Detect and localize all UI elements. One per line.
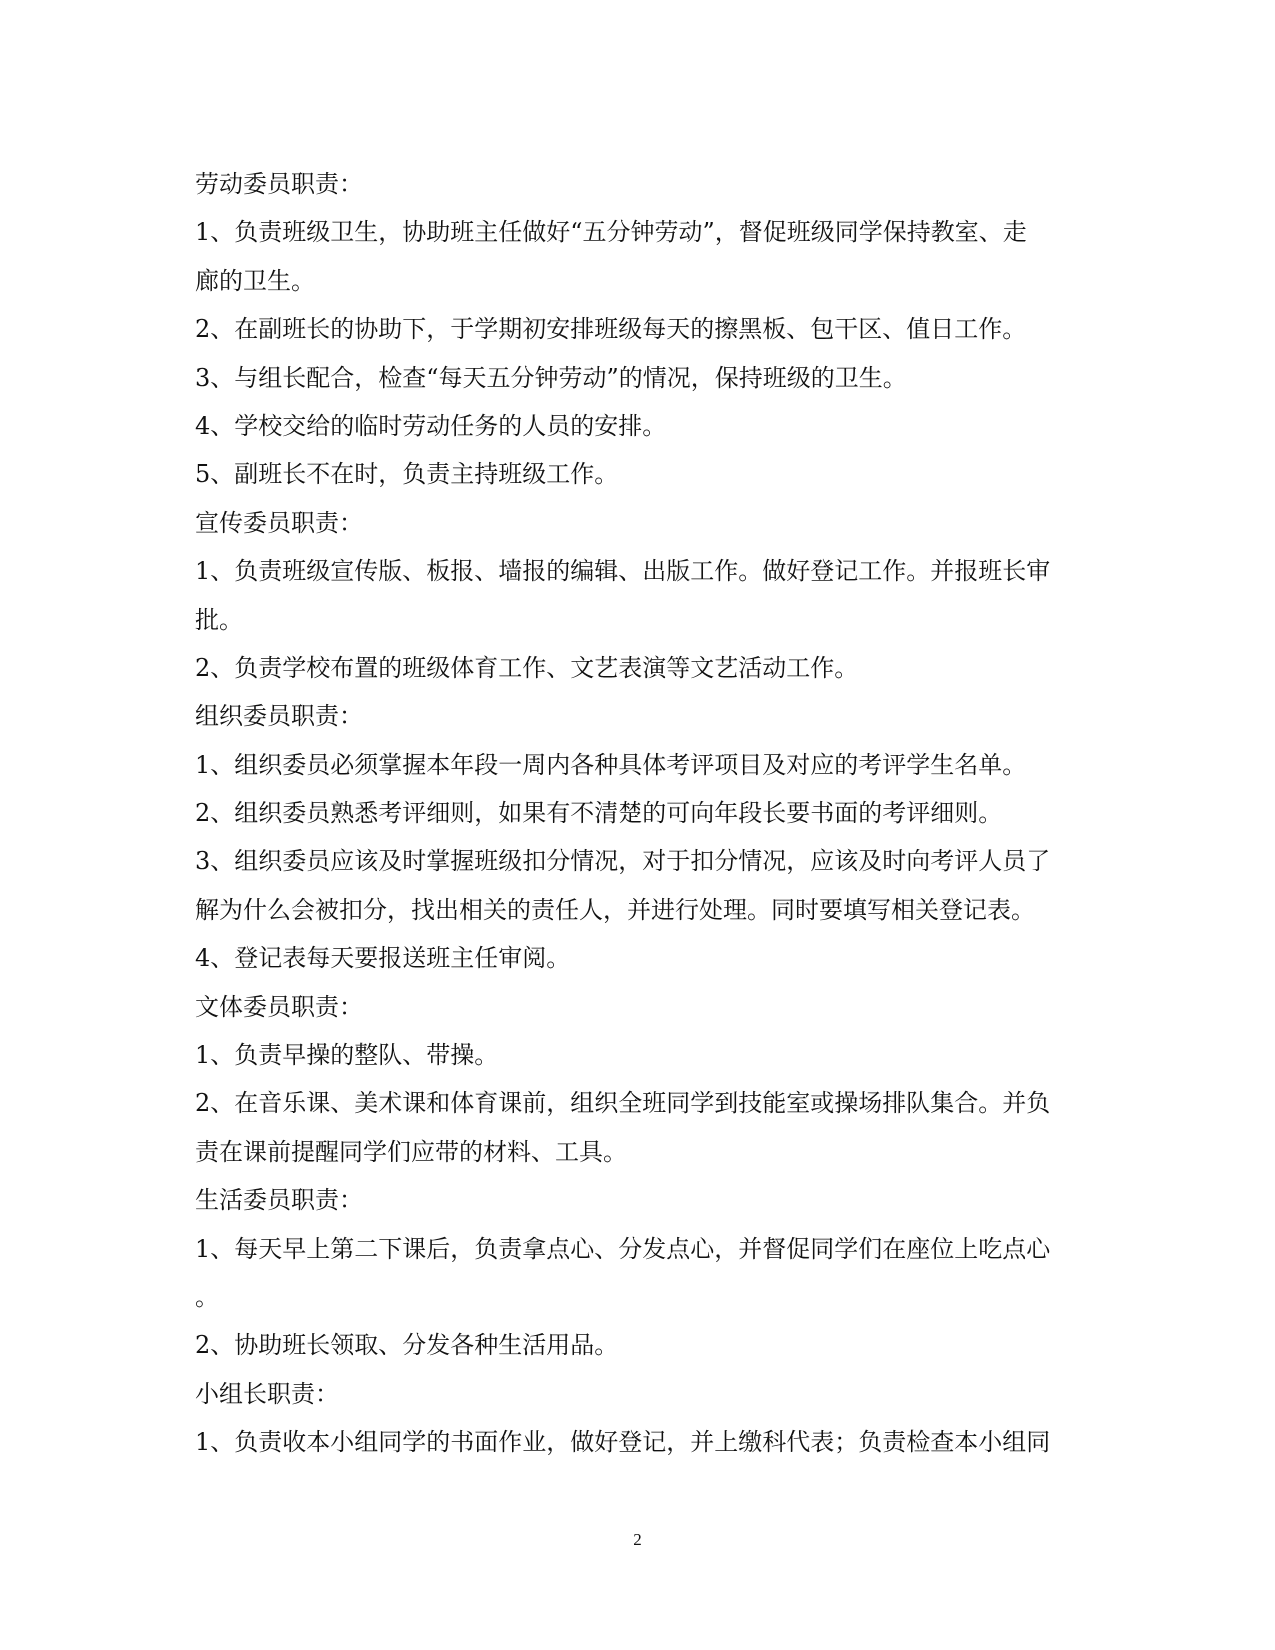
section-heading: 生活委员职责： [195, 1186, 363, 1215]
page-number: 2 [633, 1530, 642, 1549]
paragraph-line: 批。 [195, 605, 243, 634]
paragraph-line: 4、学校交给的临时劳动任务的人员的安排。 [195, 411, 667, 440]
section-heading: 组织委员职责： [195, 702, 363, 731]
paragraph-line: 。 [195, 1282, 219, 1311]
paragraph-line: 1、组织委员必须掌握本年段一周内各种具体考评项目及对应的考评学生名单。 [195, 750, 1027, 779]
paragraph-line: 廊的卫生。 [195, 266, 315, 295]
section-heading: 宣传委员职责： [195, 508, 363, 537]
document-body [195, 160, 1095, 1467]
section-heading: 劳动委员职责： [195, 170, 363, 198]
paragraph-line: 1、每天早上第二下课后，负责拿点心、分发点心，并督促同学们在座位上吃点心 [195, 1234, 1051, 1263]
paragraph-line: 2、协助班长领取、分发各种生活用品。 [195, 1331, 619, 1360]
paragraph-line: 2、负责学校布置的班级体育工作、文艺表演等文艺活动工作。 [195, 653, 859, 682]
paragraph-line: 1、负责早操的整队、带操。 [195, 1041, 499, 1070]
paragraph-line: 2、在音乐课、美术课和体育课前，组织全班同学到技能室或操场排队集合。并负 [195, 1089, 1051, 1118]
paragraph-line: 3、组织委员应该及时掌握班级扣分情况，对于扣分情况，应该及时向考评人员了 [195, 847, 1051, 876]
section-heading: 文体委员职责： [195, 992, 363, 1021]
paragraph-line: 4、登记表每天要报送班主任审阅。 [195, 944, 571, 973]
section-heading: 小组长职责： [195, 1379, 339, 1408]
paragraph-line: 5、副班长不在时，负责主持班级工作。 [195, 460, 619, 489]
paragraph-line: 2、组织委员熟悉考评细则，如果有不清楚的可向年段长要书面的考评细则。 [195, 799, 1003, 828]
paragraph-line: 解为什么会被扣分，找出相关的责任人，并进行处理。同时要填写相关登记表。 [195, 895, 1035, 924]
paragraph-line: 2、在副班长的协助下，于学期初安排班级每天的擦黑板、包干区、值日工作。 [195, 315, 1027, 344]
paragraph-line: 1、负责班级卫生，协助班主任做好“五分钟劳动”，督促班级同学保持教室、走 [195, 218, 1027, 247]
paragraph-line: 责在课前提醒同学们应带的材料、工具。 [195, 1137, 627, 1166]
paragraph-line: 1、负责收本小组同学的书面作业，做好登记，并上缴科代表；负责检查本小组同 [195, 1428, 1051, 1457]
paragraph-line: 1、负责班级宣传版、板报、墙报的编辑、出版工作。做好登记工作。并报班长审 [195, 557, 1051, 586]
paragraph-line: 3、与组长配合，检查“每天五分钟劳动”的情况，保持班级的卫生。 [195, 363, 907, 392]
